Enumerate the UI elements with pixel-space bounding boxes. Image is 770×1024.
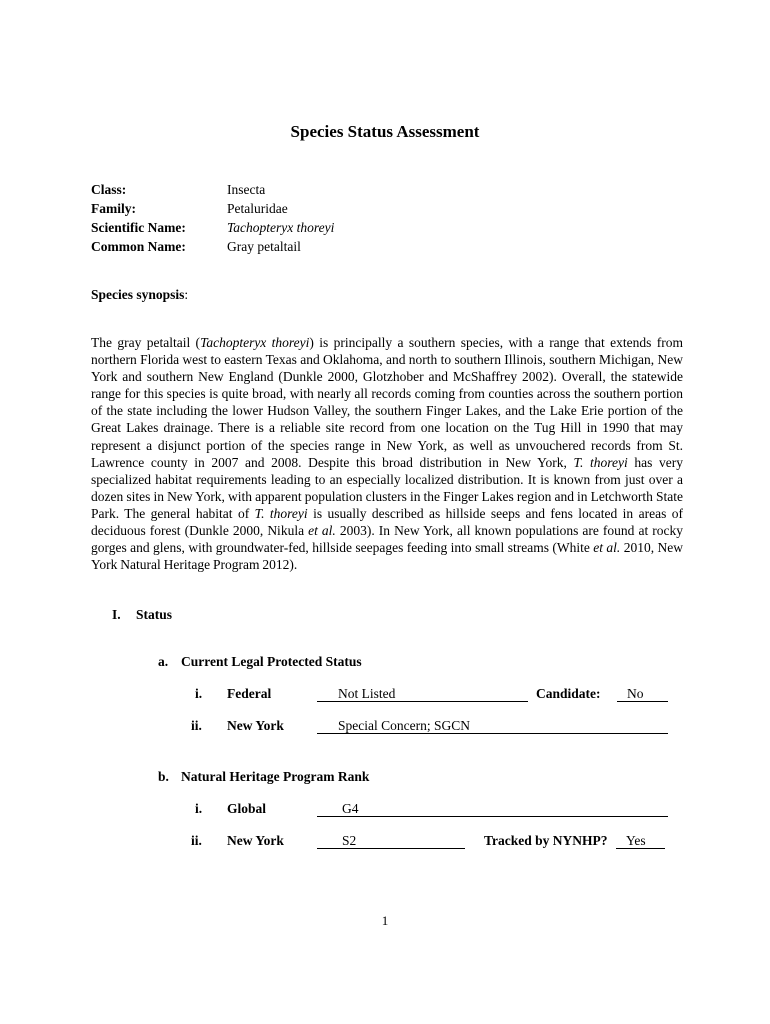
- synopsis-italic: Tachopteryx thoreyi: [200, 335, 310, 350]
- global-value: G4: [342, 801, 359, 816]
- ny-rank-line: [317, 848, 465, 849]
- federal-number: i.: [195, 686, 203, 701]
- class-value: Insecta: [227, 182, 266, 197]
- subsection-a-number: a.: [158, 654, 169, 669]
- subsection-b-number: b.: [158, 769, 169, 784]
- section-heading: Status: [136, 607, 173, 622]
- synopsis-text: 2003). In New York, all known populations are found at rocky gorges and glens, with groundwater-fed, hillside seepages feeding into small streams (White: [91, 523, 683, 556]
- ny-status-number: ii.: [191, 718, 202, 733]
- family-value: Petaluridae: [227, 201, 288, 216]
- common-name-value: Gray petaltail: [227, 239, 301, 254]
- page-title: Species Status Assessment: [290, 122, 480, 141]
- federal-value: Not Listed: [338, 686, 396, 701]
- subsection-a-heading: Current Legal Protected Status: [181, 654, 362, 669]
- ny-rank-number: ii.: [191, 833, 202, 848]
- synopsis-text: The gray petaltail (: [91, 335, 201, 350]
- class-label: Class:: [91, 182, 127, 197]
- synopsis-label: Species synopsis: [91, 287, 185, 302]
- scientific-name-label: Scientific Name:: [91, 220, 186, 235]
- common-name-label: Common Name:: [91, 239, 186, 254]
- federal-label: Federal: [227, 686, 272, 701]
- ny-status-value: Special Concern; SGCN: [338, 718, 470, 733]
- synopsis-italic: et al.: [593, 540, 621, 556]
- synopsis-italic: T. thoreyi: [254, 505, 308, 521]
- ny-rank-value: S2: [342, 833, 357, 848]
- section-number: I.: [112, 607, 121, 622]
- synopsis-text: ) is principally a southern species, with a range that extends from northern Florida west to eastern Texas and Oklahoma, and north to southern Illinois, southern Michigan, New York and southern New England (Dunkle 2000, Glotzhober and McShaffrey 2002). Overall, the statewide range for this species is quite broad, with nearly all records coming from counties across the southern portion of the state including the lower Hudson Valley, the southern Finger Lakes, and the Lake Erie portion of the Great Lakes drainage. There is a reliable site record from one location on the Tug Hill in 1990 that may represent a disjunct portion of the species range in New York, as well as unvouchered records from St. Lawrence county in 2007 and 2008. Despite this broad distribution in New York,: [91, 335, 683, 470]
- tracked-label: Tracked by NYNHP?: [484, 833, 608, 848]
- global-line: [317, 816, 668, 817]
- synopsis-italic: et al.: [308, 523, 336, 539]
- synopsis-colon: :: [184, 287, 189, 302]
- synopsis-text: is usually described as hillside seeps and fens located in areas of deciduous forest (Dunkle 2000, Nikula: [91, 505, 683, 539]
- synopsis-text: has very specialized habitat requirements leading to an especially localized distribution. It is known from just over a dozen sites in New York, with apparent population clusters in the Finger Lakes region and in Letchworth State Park. The general habitat of: [91, 454, 684, 521]
- ny-status-label: New York: [227, 718, 284, 733]
- candidate-value: No: [627, 686, 644, 701]
- global-number: i.: [195, 801, 203, 816]
- candidate-label: Candidate:: [536, 686, 601, 701]
- synopsis-paragraph: [91, 334, 683, 573]
- ny-rank-label: New York: [227, 833, 284, 848]
- synopsis-heading: [91, 287, 188, 303]
- synopsis-italic: T. thoreyi: [573, 454, 628, 470]
- synopsis-text: 2010, New York Natural Heritage Program 2012).: [91, 540, 683, 573]
- global-label: Global: [227, 801, 267, 816]
- family-label: Family:: [91, 201, 136, 216]
- subsection-b-heading: Natural Heritage Program Rank: [181, 769, 370, 784]
- scientific-name-value: Tachopteryx thoreyi: [227, 220, 335, 235]
- page-number: 1: [381, 913, 389, 928]
- tracked-value: Yes: [626, 833, 646, 848]
